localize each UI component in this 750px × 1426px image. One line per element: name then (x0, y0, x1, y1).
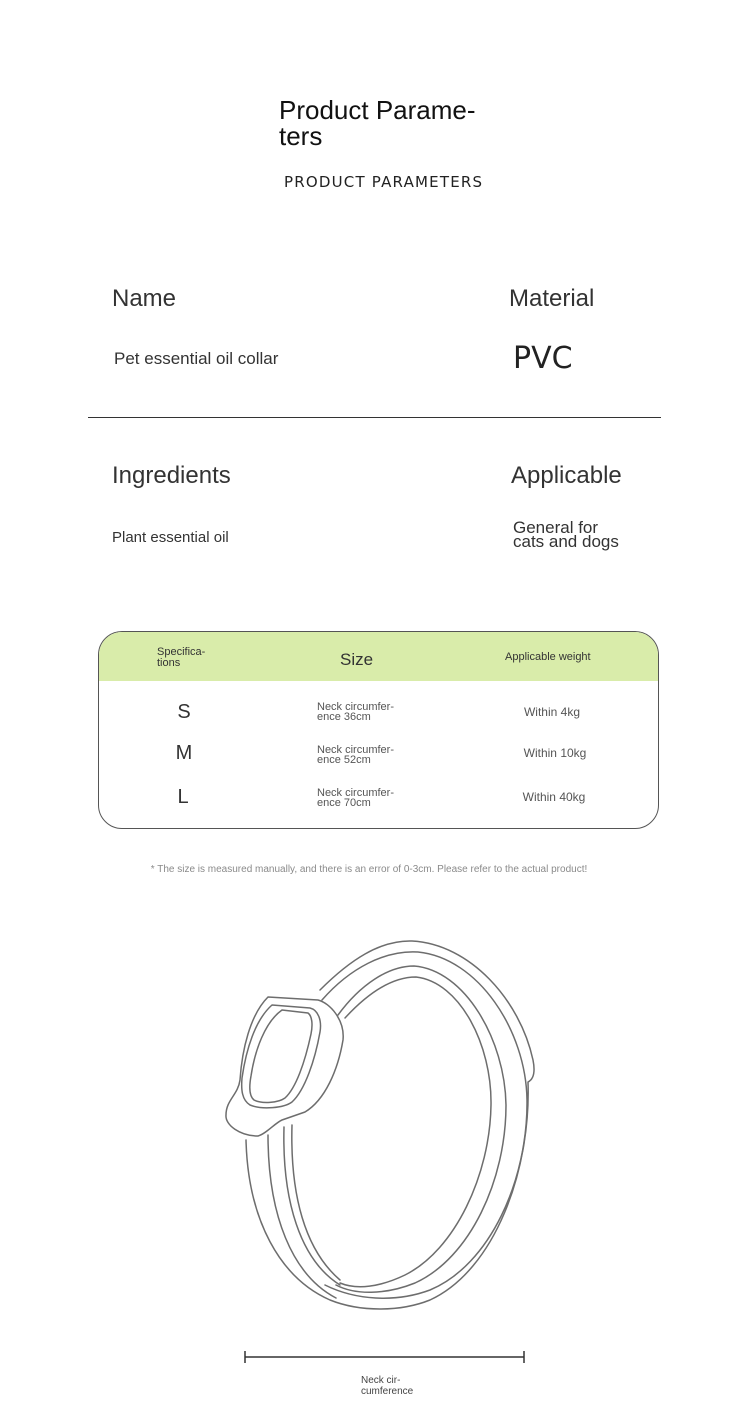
material-label: Material (509, 285, 595, 312)
row-spec: M (175, 742, 193, 764)
ingredients-label: Ingredients (112, 462, 231, 489)
column-header-weight: Applicable weight (505, 651, 591, 663)
row-weight: Within 10kg (523, 746, 587, 760)
row-weight: Within 40kg (522, 790, 586, 804)
name-value: Pet essential oil collar (114, 349, 279, 368)
row-spec: S (177, 701, 191, 723)
column-header-specifications: Specifica- tions (157, 646, 206, 669)
name-label: Name (112, 285, 177, 312)
collar-line-drawing-icon (0, 930, 750, 1370)
applicable-label: Applicable (511, 462, 622, 489)
neck-circumference-label: Neck cir- cumference (361, 1375, 414, 1397)
row-spec: L (177, 786, 189, 808)
page-title: Product Parame- ters (279, 95, 476, 151)
row-size: Neck circumfer- ence 52cm (317, 744, 395, 766)
row-weight: Within 4kg (523, 705, 581, 719)
size-note: * The size is measured manually, and there is an error of 0-3cm. Please refer to the actual product! (150, 864, 588, 875)
row-size: Neck circumfer- ence 36cm (317, 701, 395, 723)
size-table (98, 631, 659, 829)
ingredients-value: Plant essential oil (112, 529, 229, 546)
table-header (99, 632, 658, 681)
material-value: PVC (513, 341, 573, 376)
row-size: Neck circumfer- ence 70cm (317, 787, 395, 809)
section-divider (88, 417, 661, 418)
page-subtitle: PRODUCT PARAMETERS (284, 173, 484, 191)
column-header-size: Size (340, 650, 374, 669)
applicable-value: General for cats and dogs (513, 518, 619, 551)
